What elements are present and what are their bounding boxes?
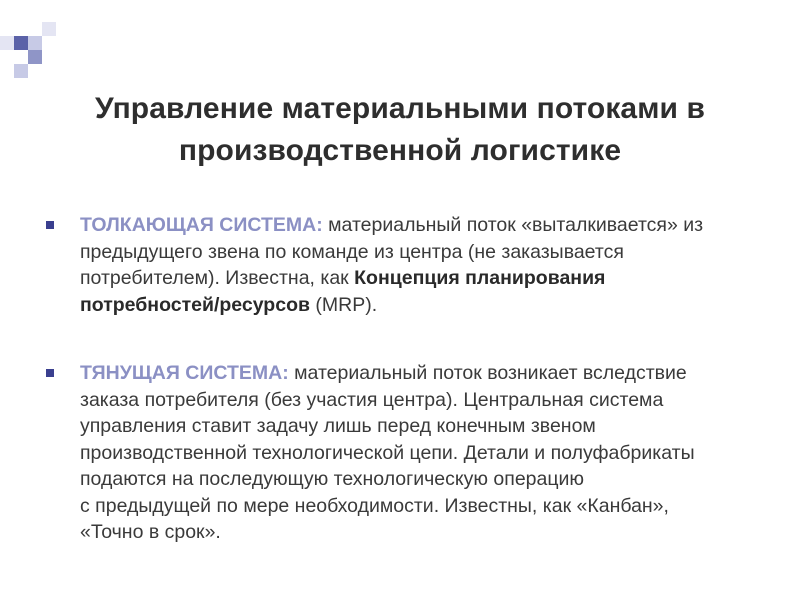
- bullet-line: [80, 292, 761, 319]
- term-mrp: Концепция планирования: [354, 267, 606, 289]
- term-push: ТОЛКАЮЩАЯ СИСТЕМА:: [80, 214, 323, 236]
- bullet-text: [80, 212, 761, 318]
- bullet-push-system: [46, 212, 761, 318]
- bullet-line: предыдущего звена по команде из центра (не заказывается: [80, 240, 624, 263]
- text-span: материальный поток возникает вследствие: [288, 362, 687, 384]
- bullet-line: заказа потребителя (без участия центра). Центральная система: [80, 388, 664, 411]
- deco-square: [0, 36, 14, 50]
- deco-square: [42, 22, 56, 36]
- bullet-marker: [46, 221, 54, 229]
- bullet-line: производственной технологической цепи. Детали и полуфабрикаты: [80, 441, 695, 464]
- title-line-2: производственной логистике: [178, 134, 622, 167]
- term-pull: ТЯНУЩАЯ СИСТЕМА:: [80, 362, 289, 384]
- text-span: материальный поток «выталкивается» из: [322, 214, 704, 236]
- deco-square: [28, 36, 42, 50]
- bullet-line: подаются на последующую технологическую операцию: [80, 468, 585, 490]
- text-span: (MRP).: [309, 293, 378, 316]
- bullet-line: [80, 265, 761, 292]
- bullet-line: «Точно в срок».: [80, 521, 221, 543]
- bullet-line: [80, 212, 761, 239]
- slide-title: [0, 88, 800, 172]
- deco-square: [14, 36, 28, 50]
- corner-decoration: [0, 0, 60, 80]
- bullet-line: управления ставит задачу лишь перед конечным звеном: [80, 415, 596, 437]
- term-mrp-cont: потребностей/ресурсов: [80, 293, 310, 316]
- text-span: потребителем). Известна, как: [80, 267, 355, 289]
- deco-square: [28, 50, 42, 64]
- bullet-text: [80, 360, 761, 546]
- bullet-line: [80, 360, 761, 387]
- deco-square: [14, 64, 28, 78]
- bullet-line: с предыдущей по мере необходимости. Известны, как «Канбан»,: [80, 494, 669, 517]
- bullet-pull-system: [46, 360, 761, 546]
- title-line-1: Управление материальными потоками в: [94, 92, 706, 125]
- bullet-marker: [46, 369, 54, 377]
